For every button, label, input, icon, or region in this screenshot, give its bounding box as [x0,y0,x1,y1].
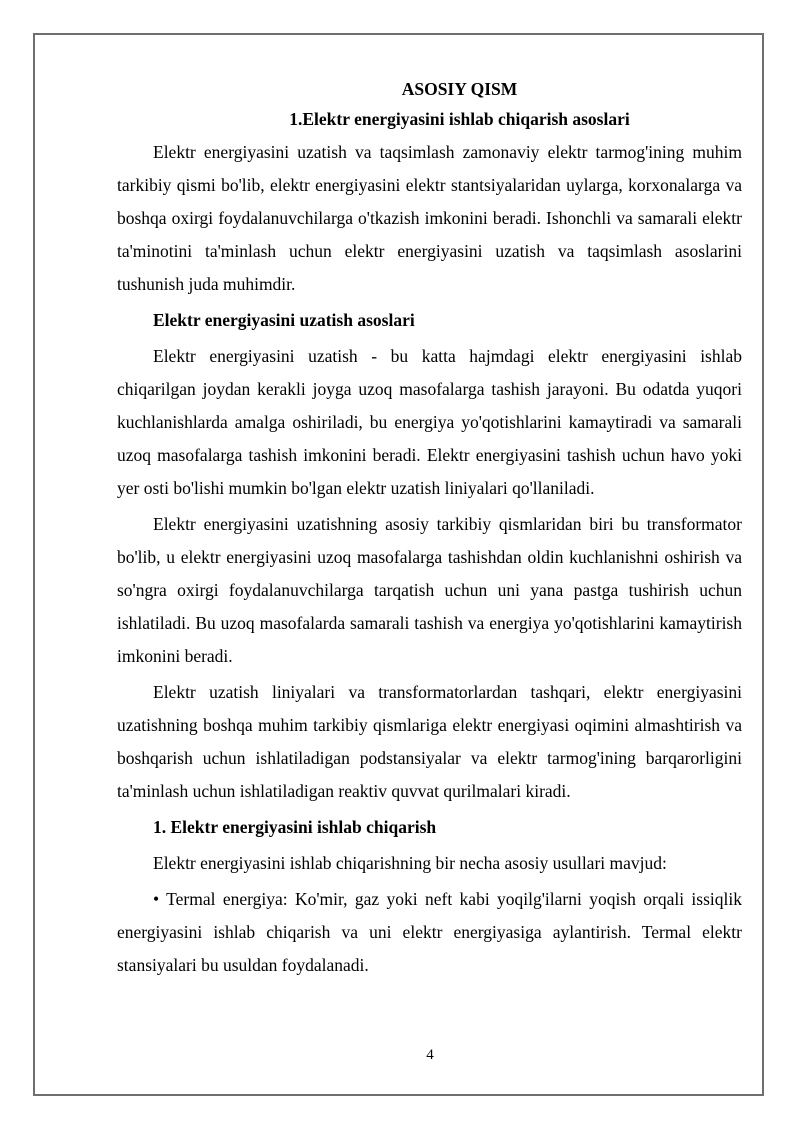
paragraph-transformer: Elektr energiyasini uzatishning asosiy tarkibiy qismlaridan biri bu transformator bo'lib, u elektr energiyasini uzoq masofalarga tashishdan oldin kuchlanishni oshirish va so'ngra oxirgi foydalanuvchilarga tarqatish uchun uni yana pastga tushirish uchun ishlatiladi. Bu uzoq masofalarda samarali tashish va energiya yo'qotishlarini kamaytirish imkonini beradi. [117,514,742,666]
paragraph-transmission-definition: Elektr energiyasini uzatish - bu katta hajmdagi elektr energiyasini ishlab chiqarilgan joydan kerakli joyga uzoq masofalarga tashish jarayoni. Bu odatda yuqori kuchlanishlarda amalga oshiriladi, bu energiya yo'qotishlarini kamaytiradi va samarali uzoq masofalarga tashish imkonini beradi. Elektr energiyasini tashish uchun havo yoki yer osti bo'lishi mumkin bo'lgan elektr uzatish liniyalari qo'llaniladi. [117,346,742,498]
section-title: 1.Elektr energiyasini ishlab chiqarish asoslari [289,109,630,129]
page-number: 4 [426,1047,434,1063]
document-body [117,74,742,985]
list-item-thermal-energy: • Termal energiya: Ko'mir, gaz yoki neft kabi yoqilg'ilarni yoqish orqali issiqlik energiyasini ishlab chiqarish va uni elektr energiyasiga aylantirish. Termal elektr stansiyalari bu usuldan foydalanadi. [117,889,742,975]
paragraph-intro: Elektr energiyasini uzatish va taqsimlash zamonaviy elektr tarmog'ining muhim tarkibiy qismi bo'lib, elektr energiyasini elektr stantsiyalaridan uylarga, korxonalarga va boshqa oxirgi foydalanuvchilarga o'tkazish imkonini beradi. Ishonchli va samarali elektr ta'minotini ta'minlash uchun elektr energiyasini uzatish va taqsimlash asoslarini tushunish juda muhimdir. [117,142,742,294]
paragraph-substations: Elektr uzatish liniyalari va transformatorlardan tashqari, elektr energiyasini uzatishning boshqa muhim tarkibiy qismlariga elektr energiyasi oqimini almashtirish va boshqarish uchun ishlatiladigan podstansiyalar va elektr tarmog'ining barqarorligini ta'minlash uchun ishlatiladigan reaktiv quvvat qurilmalari kiradi. [117,682,742,801]
subheading-generation: 1. Elektr energiyasini ishlab chiqarish [153,817,437,837]
subheading-transmission-basics: Elektr energiyasini uzatish asoslari [153,310,415,330]
document-title: ASOSIY QISM [401,79,518,99]
paragraph-generation-methods: Elektr energiyasini ishlab chiqarishning bir necha asosiy usullari mavjud: [153,853,667,873]
